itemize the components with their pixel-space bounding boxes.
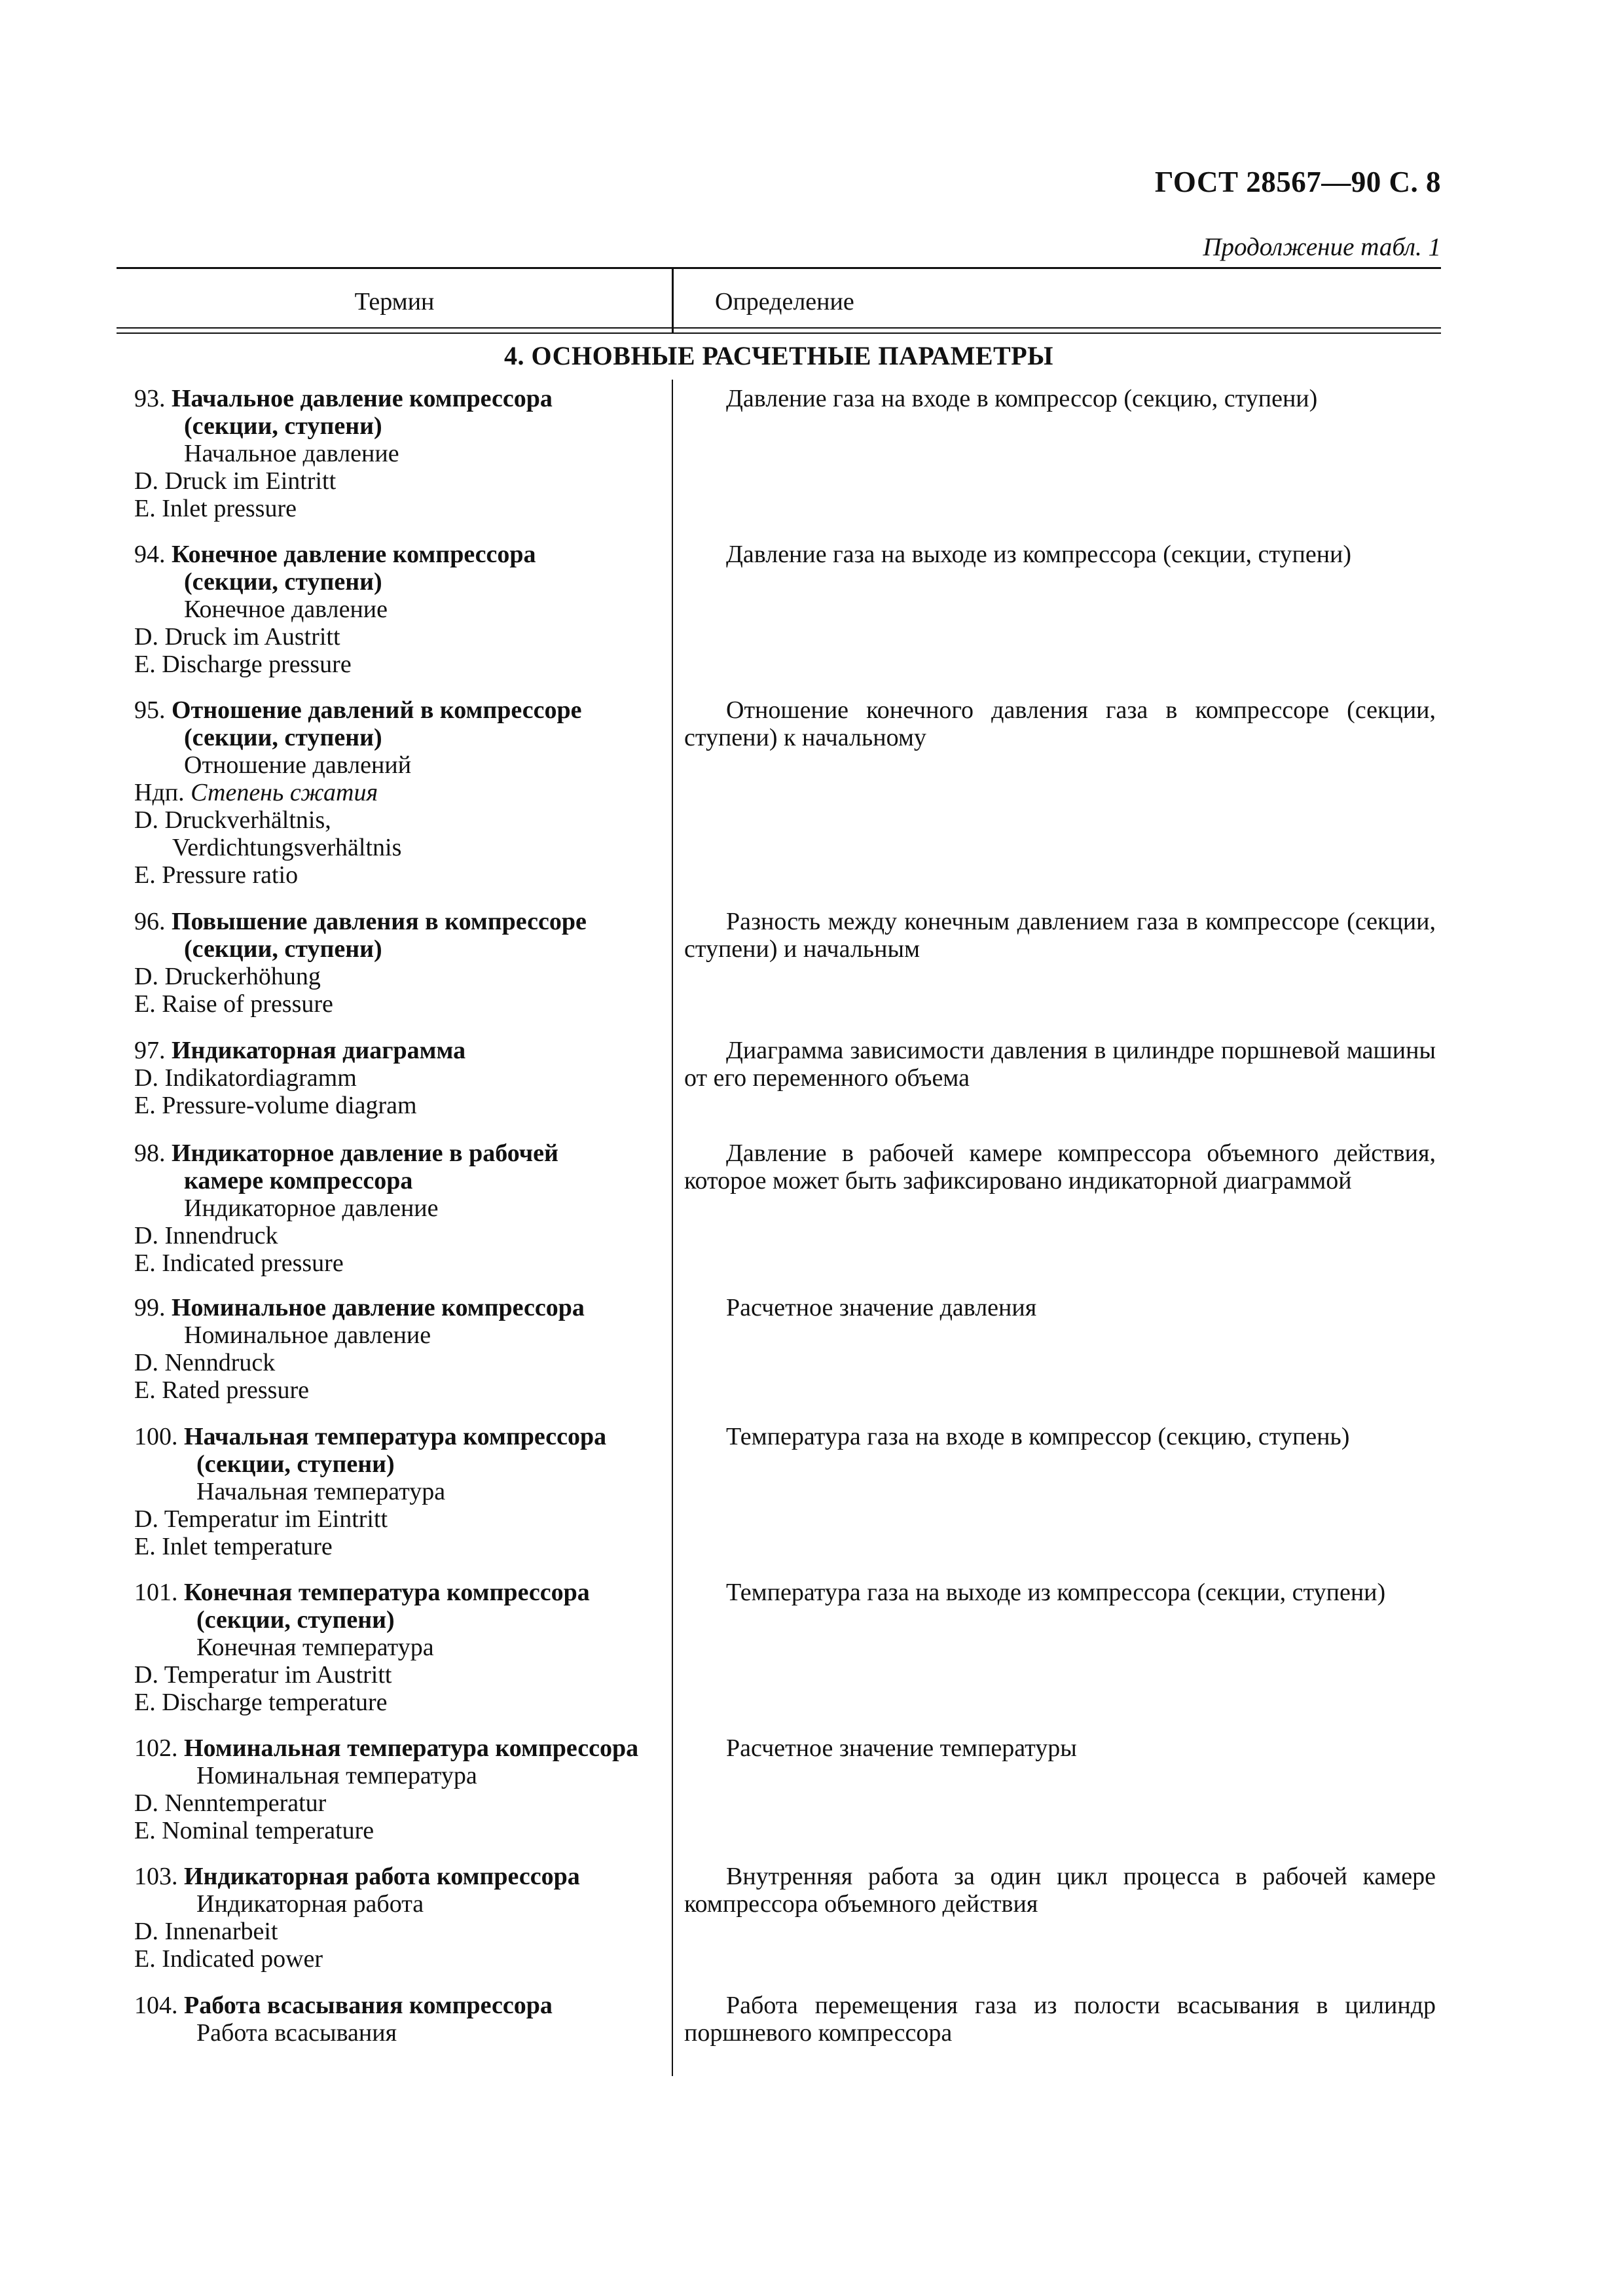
term-line (134, 541, 668, 568)
term-name: камере компрессора (184, 1167, 413, 1194)
term-german: D. Indikatordiagramm (134, 1064, 357, 1092)
term-line (134, 1863, 668, 1890)
term-not-allowed-text: Степень сжатия (191, 779, 378, 806)
term-german: D. Druck im Eintritt (134, 467, 337, 495)
header-rule (117, 332, 1441, 334)
term-short-form: Отношение давлений (184, 751, 412, 779)
term-cell (134, 696, 668, 889)
term-line (134, 724, 668, 751)
term-name: (секции, ступени) (184, 412, 382, 440)
term-line (134, 1734, 668, 1762)
term-short-form: Начальная температура (196, 1478, 446, 1505)
term-name: Индикаторная диаграмма (172, 1037, 466, 1064)
header-column-divider (672, 267, 674, 334)
term-english: E. Nominal temperature (134, 1817, 374, 1844)
term-name: Номинальное давление компрессора (172, 1294, 585, 1321)
term-not-allowed-prefix: Ндп. (134, 779, 191, 806)
term-number: 98. (134, 1139, 172, 1167)
term-short-form: Начальное давление (184, 440, 399, 467)
term-name: Начальная температура компрессора (184, 1423, 607, 1450)
term-line (134, 908, 668, 935)
term-german: D. Temperatur im Eintritt (134, 1505, 388, 1533)
term-name: Начальное давление компрессора (172, 385, 553, 412)
definition-cell: Диаграмма зависимости давления в цилиндре поршневой машины от его переменного объема (684, 1037, 1436, 1092)
term-line (134, 935, 668, 963)
definition-cell: Отношение конечного давления газа в компрессоре (секции, ступени) к начальному (684, 696, 1436, 751)
term-english: E. Pressure ratio (134, 861, 299, 889)
term-short-form: Работа всасывания (196, 2019, 397, 2047)
term-line (134, 1992, 668, 2019)
body-column-divider (672, 380, 673, 2076)
term-number: 93. (134, 385, 172, 412)
term-english: E. Indicated power (134, 1945, 323, 1973)
term-line (134, 696, 668, 724)
definition-cell: Температура газа на входе в компрессор (секцию, ступень) (726, 1423, 1350, 1450)
term-number: 94. (134, 541, 172, 568)
definition-cell: Внутренняя работа за один цикл процесса в рабочей камере компрессора объемного действия (684, 1863, 1436, 1918)
term-german: D. Druckverhältnis, (134, 806, 331, 834)
term-line (134, 1139, 668, 1167)
term-line (134, 1606, 668, 1634)
term-english: E. Inlet pressure (134, 495, 297, 522)
term-english: E. Inlet temperature (134, 1533, 333, 1560)
term-cell (134, 1139, 668, 1277)
term-german: D. Innenarbeit (134, 1918, 278, 1945)
term-line (134, 412, 668, 440)
definition-cell: Давление в рабочей камере компрессора объемного действия, которое может быть зафиксировано индикаторной диаграммой (684, 1139, 1436, 1194)
term-cell (134, 1579, 668, 1716)
term-german: D. Nenntemperatur (134, 1789, 327, 1817)
term-cell (134, 1294, 668, 1404)
term-name: (секции, ступени) (196, 1450, 395, 1478)
term-short-form: Конечная температура (196, 1634, 434, 1661)
term-english: E. Rated pressure (134, 1376, 309, 1404)
header-rule (117, 327, 1441, 329)
term-line (134, 1450, 668, 1478)
term-line (134, 1294, 668, 1321)
term-line (134, 1167, 668, 1194)
term-german: D. Temperatur im Austritt (134, 1661, 392, 1689)
term-short-form: Номинальное давление (184, 1321, 431, 1349)
term-german: Verdichtungsverhältnis (172, 834, 402, 861)
term-english: E. Raise of pressure (134, 990, 333, 1018)
definition-cell: Расчетное значение температуры (726, 1734, 1077, 1762)
term-german: D. Druck im Austritt (134, 623, 340, 651)
term-german: D. Innendruck (134, 1222, 278, 1249)
term-name: (секции, ступени) (184, 568, 382, 596)
table-top-rule (117, 267, 1441, 269)
term-cell (134, 1734, 668, 1844)
term-name: Конечная температура компрессора (184, 1579, 590, 1606)
term-name: Индикаторное давление в рабочей (172, 1139, 558, 1167)
term-german: D. Druckerhöhung (134, 963, 321, 990)
term-english: E. Discharge pressure (134, 651, 352, 678)
term-line (134, 385, 668, 412)
section-title: 4. ОСНОВНЫЕ РАСЧЕТНЫЕ ПАРАМЕТРЫ (504, 341, 1053, 370)
term-cell (134, 1037, 668, 1119)
column-header-definition: Определение (715, 288, 854, 315)
term-name: Индикаторная работа компрессора (184, 1863, 580, 1890)
term-number: 97. (134, 1037, 172, 1064)
term-number: 96. (134, 908, 172, 935)
term-number: 100. (134, 1423, 184, 1450)
term-english: E. Pressure-volume diagram (134, 1092, 417, 1119)
term-cell (134, 908, 668, 1018)
term-line (134, 1579, 668, 1606)
term-not-allowed (134, 779, 668, 806)
term-cell (134, 1423, 668, 1560)
term-cell (134, 541, 668, 678)
definition-cell: Давление газа на выходе из компрессора (секции, ступени) (726, 541, 1352, 568)
term-name: Номинальная температура компрессора (184, 1734, 639, 1762)
term-number: 103. (134, 1863, 184, 1890)
term-line (134, 568, 668, 596)
term-number: 104. (134, 1992, 184, 2019)
table-caption: Продолжение табл. 1 (1203, 233, 1441, 261)
definition-cell: Температура газа на выходе из компрессора (секции, ступени) (726, 1579, 1386, 1606)
term-name: Работа всасывания компрессора (184, 1992, 553, 2019)
term-line (134, 1423, 668, 1450)
term-name: Конечное давление компрессора (172, 541, 536, 568)
term-short-form: Индикаторная работа (196, 1890, 424, 1918)
term-cell (134, 1992, 668, 2047)
term-name: Повышение давления в компрессоре (172, 908, 587, 935)
term-number: 99. (134, 1294, 172, 1321)
column-header-term: Термин (354, 288, 435, 315)
term-cell (134, 385, 668, 522)
term-short-form: Индикаторное давление (184, 1194, 439, 1222)
page-header: ГОСТ 28567—90 С. 8 (1154, 166, 1441, 198)
term-line (134, 1037, 668, 1064)
term-number: 95. (134, 696, 172, 724)
term-number: 102. (134, 1734, 184, 1762)
definition-cell: Работа перемещения газа из полости всасывания в цилиндр поршневого компрессора (684, 1992, 1436, 2047)
term-short-form: Конечное давление (184, 596, 388, 623)
term-name: Отношение давлений в компрессоре (172, 696, 582, 724)
term-english: E. Discharge temperature (134, 1689, 388, 1716)
term-english: E. Indicated pressure (134, 1249, 344, 1277)
term-name: (секции, ступени) (184, 724, 382, 751)
definition-cell: Расчетное значение давления (726, 1294, 1037, 1321)
term-german: D. Nenndruck (134, 1349, 276, 1376)
term-short-form: Номинальная температура (196, 1762, 477, 1789)
term-number: 101. (134, 1579, 184, 1606)
term-name: (секции, ступени) (196, 1606, 395, 1634)
term-cell (134, 1863, 668, 1973)
definition-cell: Разность между конечным давлением газа в компрессоре (секции, ступени) и начальным (684, 908, 1436, 963)
definition-cell: Давление газа на входе в компрессор (секцию, ступени) (726, 385, 1318, 412)
term-name: (секции, ступени) (184, 935, 382, 963)
